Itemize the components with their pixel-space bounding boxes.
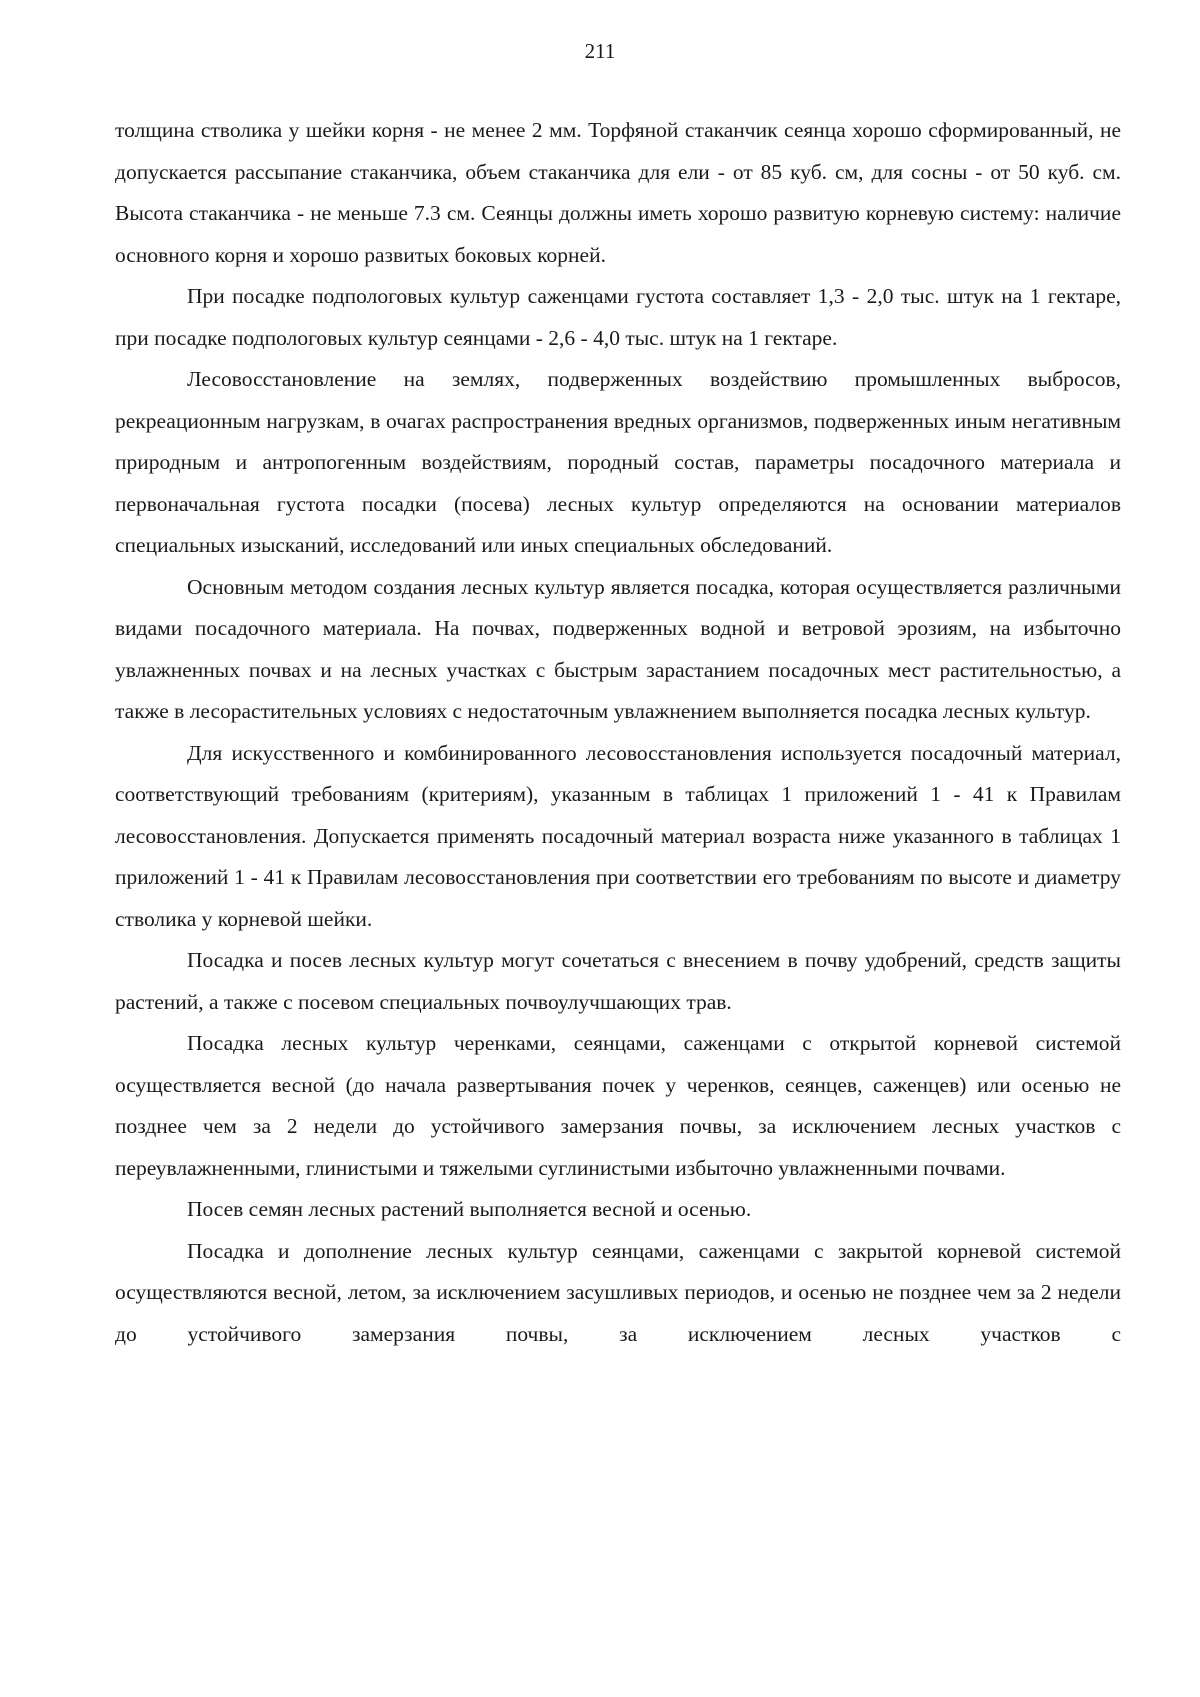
paragraph-2: При посадке подпологовых культур саженцами густота составляет 1,3 - 2,0 тыс. штук на 1 гектаре, при посадке подпологовых культур сеянцами - 2,6 - 4,0 тыс. штук на 1 гектаре. — [115, 284, 1121, 350]
paragraph-3: Лесовосстановление на землях, подверженных воздействию промышленных выбросов, рекреационным нагрузкам, в очагах распространения вредных организмов, подверженных иным негативным природным и антропогенным воздействиям, породный состав, параметры посадочного материала и первоначальная густота посадки (посева) лесных культур определяются на основании материалов специальных изысканий, исследований или иных специальных обследований. — [115, 367, 1121, 557]
page-number: 211 — [584, 39, 616, 63]
document-body — [115, 110, 1121, 1355]
paragraph-5: Для искусственного и комбинированного лесовосстановления используется посадочный материал, соответствующий требованиям (критериям), указанным в таблицах 1 приложений 1 - 41 к Правилам лесовосстановления. Допускается применять посадочный материал возраста ниже указанного в таблицах 1 приложений 1 - 41 к Правилам лесовосстановления при соответствии его требованиям по высоте и диаметру стволика у корневой шейки. — [115, 740, 1121, 931]
paragraph-9: Посадка и дополнение лесных культур сеянцами, саженцами с закрытой корневой системой осуществляются весной, летом, за исключением засушливых периодов, и осенью не позднее чем за 2 недели до устойчивого замерзания почвы, за исключением лесных участков с — [115, 1238, 1121, 1346]
paragraph-4: Основным методом создания лесных культур является посадка, которая осуществляется различными видами посадочного материала. На почвах, подверженных водной и ветровой эрозиям, на избыточно увлажненных почвах и на лесных участках с быстрым зарастанием посадочных мест растительностью, а также в лесорастительных условиях с недостаточным увлажнением выполняется посадка лесных культур. — [115, 574, 1121, 723]
paragraph-6: Посадка и посев лесных культур могут сочетаться с внесением в почву удобрений, средств защиты растений, а также с посевом специальных почвоулучшающих трав. — [115, 948, 1121, 1014]
paragraph-7: Посадка лесных культур черенками, сеянцами, саженцами с открытой корневой системой осуществляется весной (до начала развертывания почек у черенков, сеянцев, саженцев) или осенью не позднее чем за 2 недели до устойчивого замерзания почвы, за исключением лесных участков с переувлажненными, глинистыми и тяжелыми суглинистыми избыточно увлажненными почвами. — [115, 1031, 1121, 1180]
paragraph-1: толщина стволика у шейки корня - не менее 2 мм. Торфяной стаканчик сеянца хорошо сформированный, не допускается рассыпание стаканчика, объем стаканчика для ели - от 85 куб. см, для сосны - от 50 куб. см. Высота стаканчика - не меньше 7.3 см. Сеянцы должны иметь хорошо развитую корневую систему: наличие основного корня и хорошо развитых боковых корней. — [115, 118, 1121, 267]
paragraph-8: Посев семян лесных растений выполняется весной и осенью. — [187, 1197, 752, 1221]
